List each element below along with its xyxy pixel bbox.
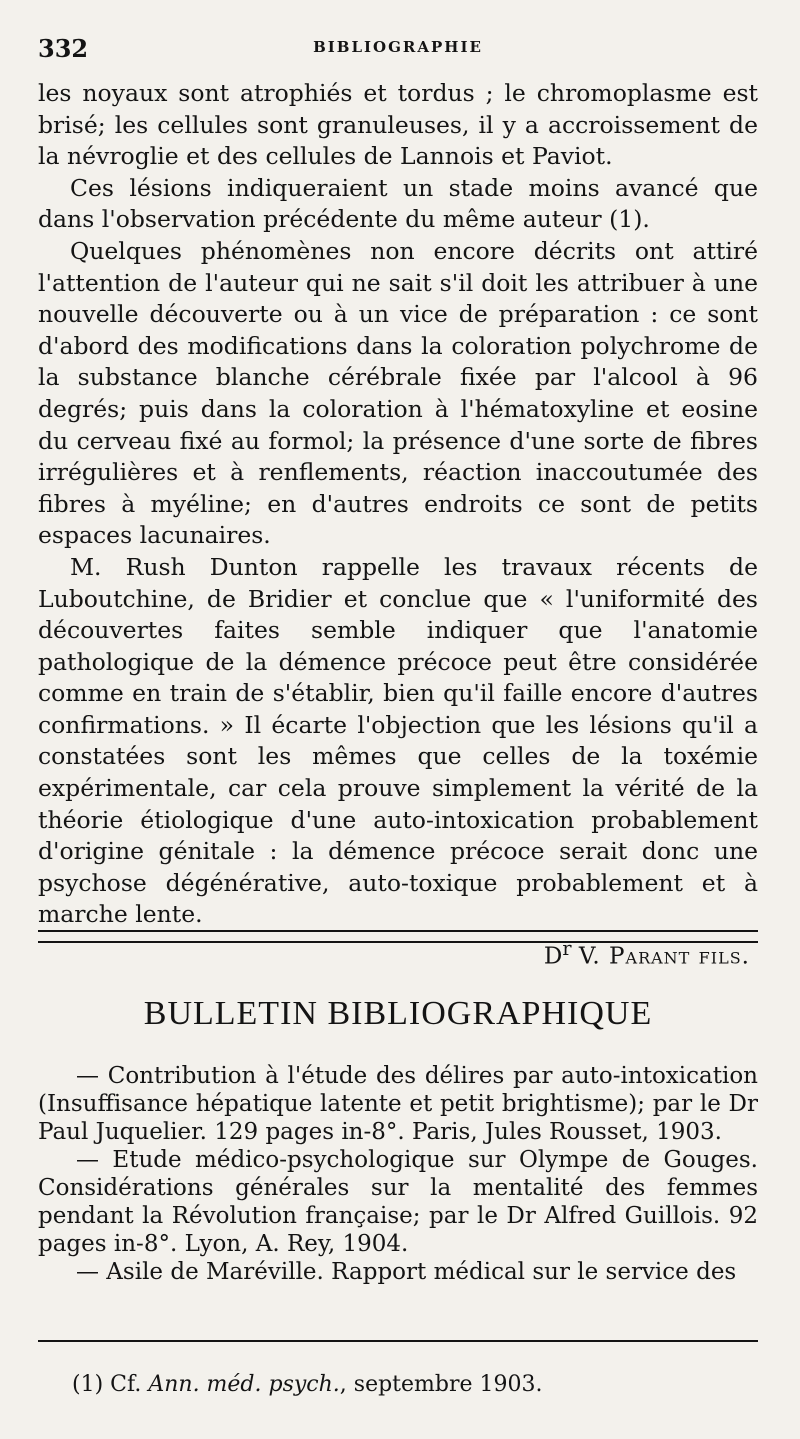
paragraph-2: Ces lésions indiqueraient un stade moins avancé que dans l'observation précédente du même auteur (1). [38, 173, 758, 234]
footnote-journal: Ann. méd. psych. [148, 1372, 340, 1397]
signature-name: V. Parant fils. [578, 943, 750, 970]
body-text [38, 78, 758, 973]
paragraph-1: les noyaux sont atrophiés et tordus ; le chromoplasme est brisé; les cellules sont granuleuses, il y a accroissement de la névroglie et des cellules de Lannois et Paviot. [38, 79, 758, 171]
footnote-marker: (1) Cf. [72, 1372, 142, 1397]
page-number: 332 [38, 34, 89, 63]
footnote-divider [38, 1340, 758, 1342]
footnote-date: , septembre 1903. [339, 1372, 543, 1397]
bulletin-entry: — Asile de Maréville. Rapport médical sur le service des [76, 1259, 737, 1285]
signature-sup: r [562, 937, 572, 961]
section-title: BULLETIN BIBLIOGRAPHIQUE [143, 995, 653, 1032]
signature-prefix: D [543, 943, 563, 970]
bulletin-entry: — Contribution à l'étude des délires par auto-intoxication (Insuffisance hépatique latente et petit brightisme); par le Dr Paul Juquelier. 129 pages in-8°. Paris, Jules Rousset, 1903. [38, 1063, 758, 1145]
section-divider [38, 930, 758, 943]
paragraph-3: Quelques phénomènes non encore décrits ont attiré l'attention de l'auteur qui ne sait s'il doit les attribuer à une nouvelle découverte ou à un vice de préparation : ce sont d'abord des modifications dans la coloration polychrome de la substance blanche cérébrale fixée par l'alcool à 96 degrés; puis dans la coloration à l'hématoxyline et eosine du cerveau fixé au formol; la présence d'une sorte de fibres irrégulières et à renflements, réaction inaccoutumée des fibres à myéline; en d'autres endroits ce sont de petits espaces lacunaires. [38, 236, 758, 550]
bulletin-entry: — Etude médico-psychologique sur Olympe de Gouges. Considérations générales sur la mentalité des femmes pendant la Révolution française; par le Dr Alfred Guillois. 92 pages in-8°. Lyon, A. Rey, 1904. [38, 1147, 758, 1257]
bulletin-list [38, 1062, 758, 1286]
page-header [38, 34, 758, 74]
footnote [72, 1372, 758, 1397]
running-head: BIBLIOGRAPHIE [313, 38, 483, 56]
paragraph-4: M. Rush Dunton rappelle les travaux récents de Luboutchine, de Bridier et conclue que « l'uniformité des découvertes faites semble indiquer que l'anatomie pathologique de la démence précoce peut être considérée comme en train de s'établir, bien qu'il faille encore d'autres confirmations. » Il écarte l'objection que les lésions qu'il a constatées sont les mêmes que celles de la toxémie expérimentale, car cela prouve simplement la vérité de la théorie étiologique d'une auto-intoxication probablement d'origine génitale : la démence précoce serait donc une psychose dégénérative, auto-toxique probablement et à marche lente. [38, 552, 758, 929]
